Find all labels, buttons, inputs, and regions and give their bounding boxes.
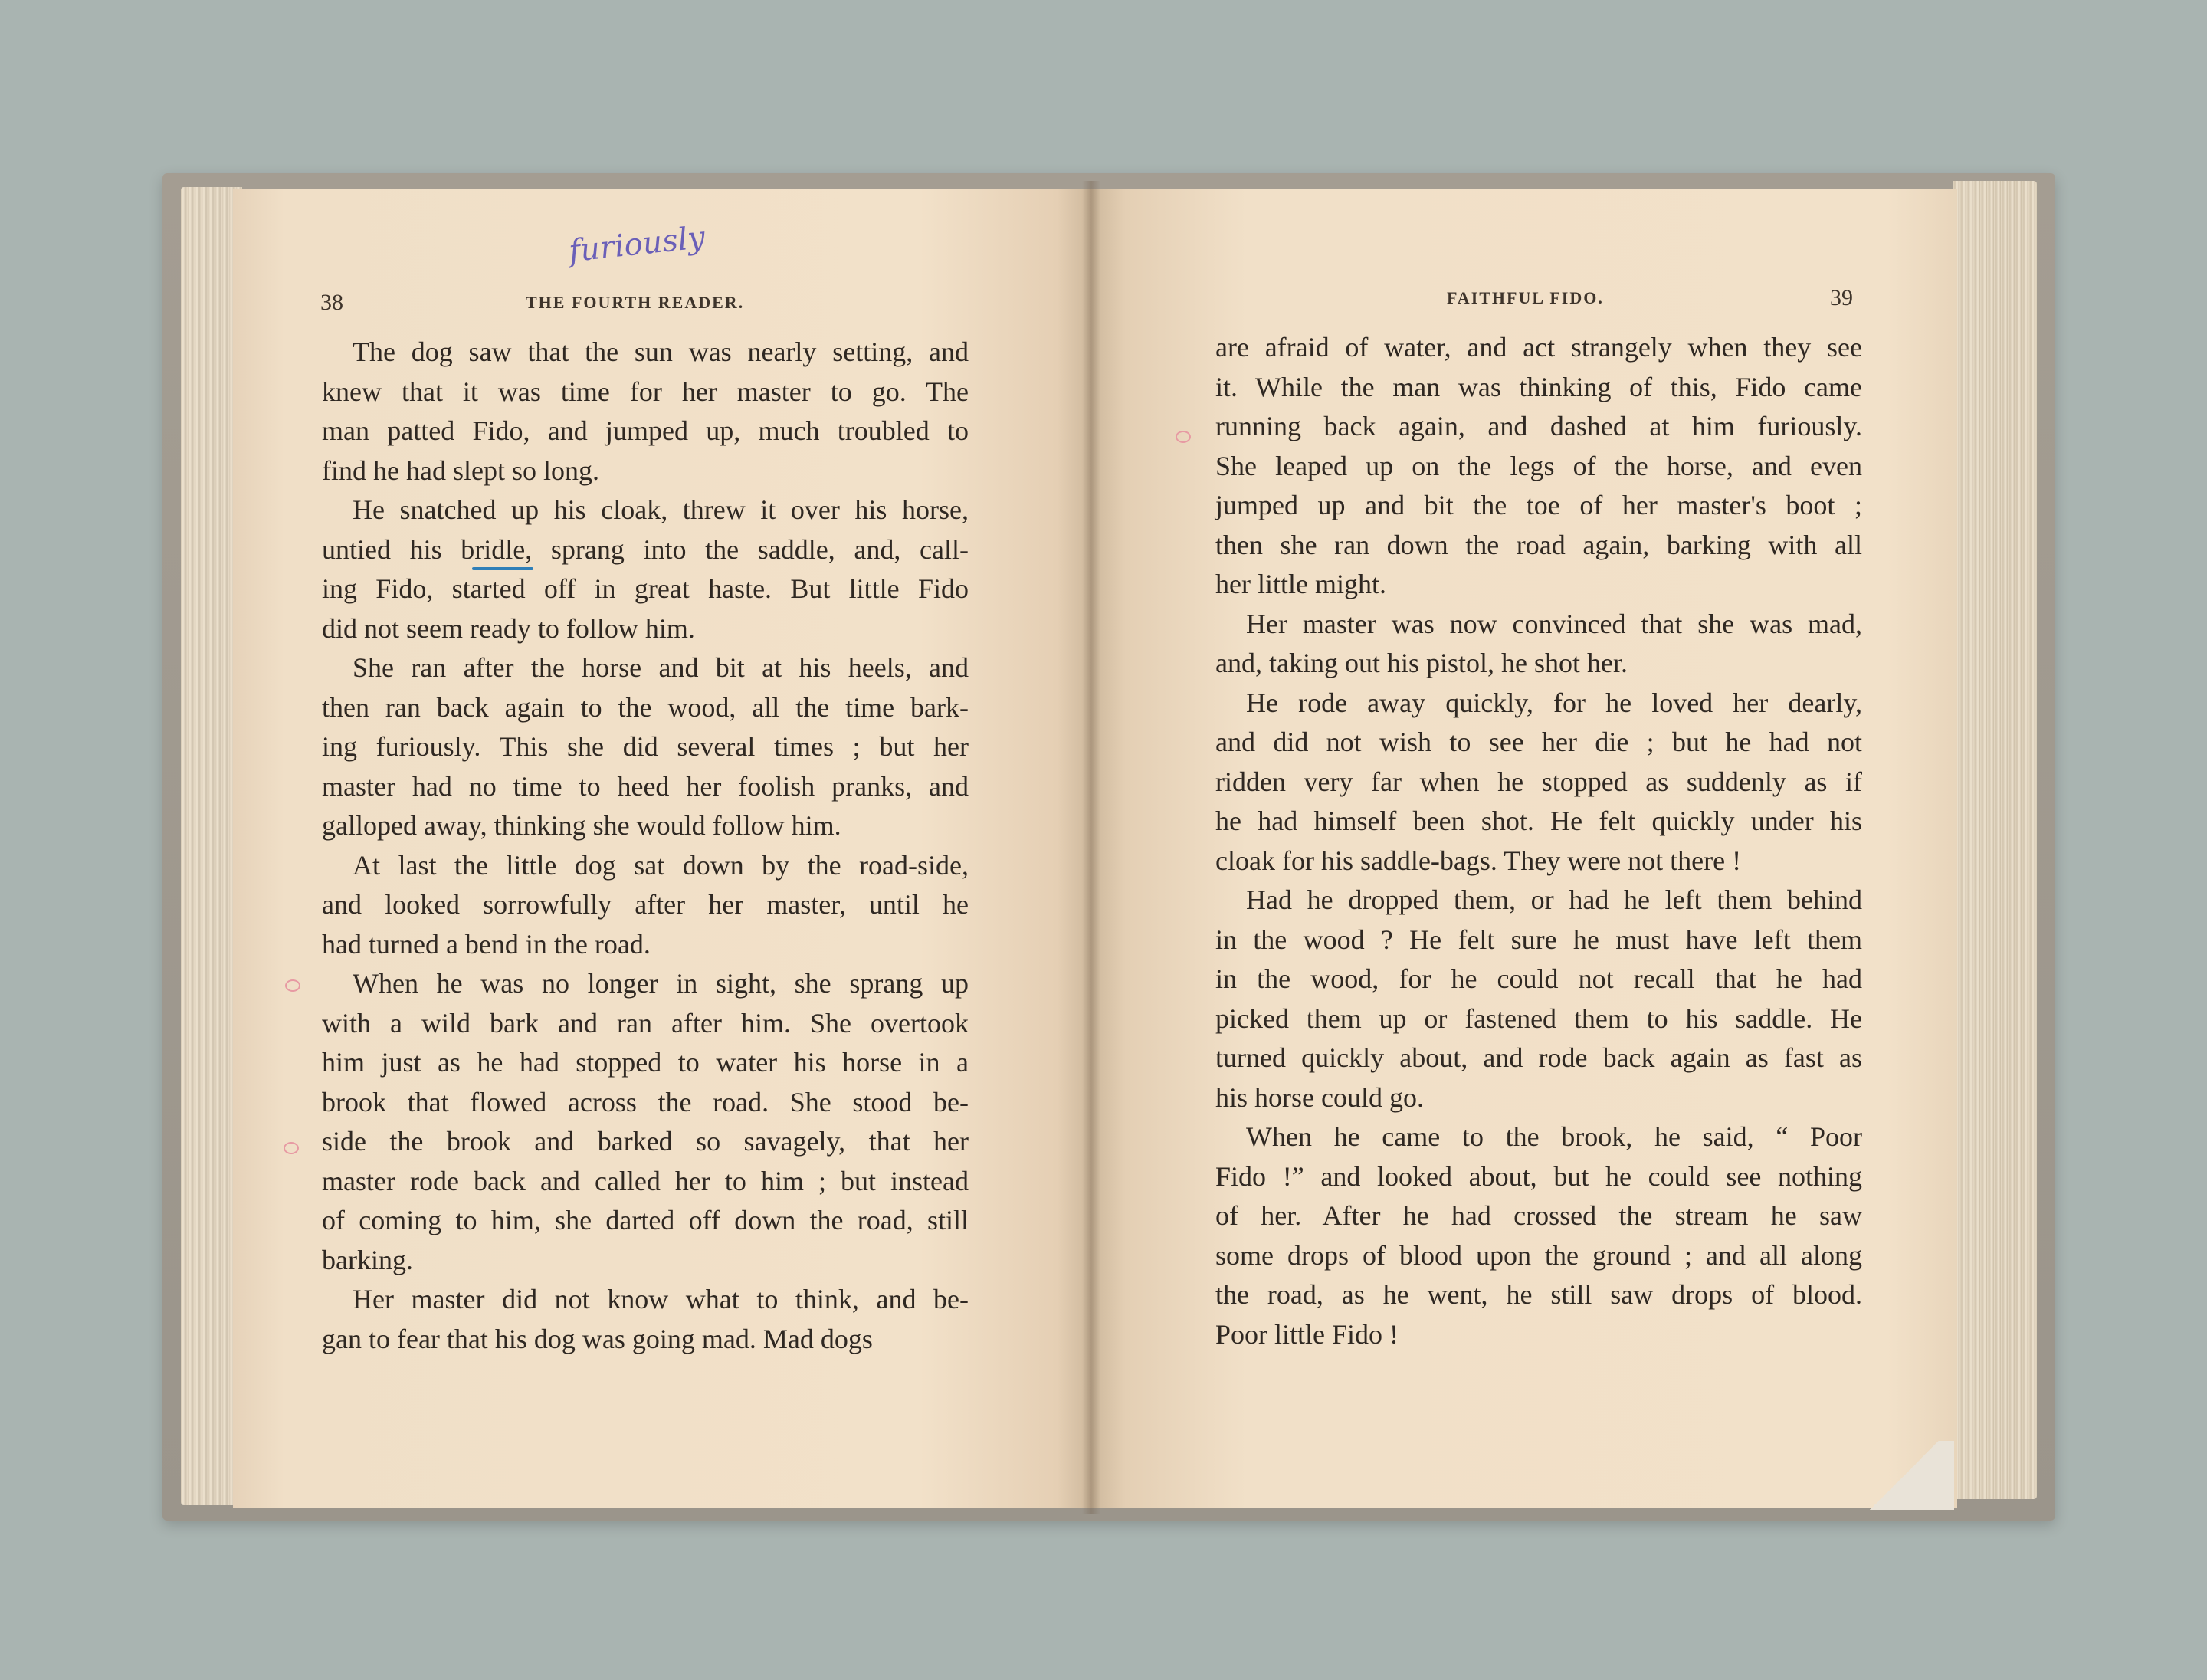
paragraph xyxy=(322,333,969,491)
paragraph xyxy=(1215,881,1862,1117)
paragraph xyxy=(322,1280,969,1359)
text-line: When he came to the brook, he said, “ Poor xyxy=(1246,1121,1862,1152)
text-line: did not seem ready to follow him. xyxy=(322,612,695,644)
right-page-text xyxy=(1215,328,1862,1354)
red-margin-mark xyxy=(284,1142,299,1154)
text-line: side the brook and barked so savagely, that her xyxy=(322,1126,969,1157)
text-line: knew that it was time for her master to go. The xyxy=(322,376,969,407)
paragraph xyxy=(1215,605,1862,684)
text-line: ing Fido, started off in great haste. But little Fido xyxy=(322,573,969,604)
text-line: turned quickly about, and rode back again as fast as xyxy=(1215,1042,1862,1073)
folded-corner xyxy=(1854,1441,1954,1510)
text-line: ridden very far when he stopped as suddenly as if xyxy=(1215,766,1862,797)
text-line: She leaped up on the legs of the horse, and even xyxy=(1215,450,1862,481)
text-line: of her. After he had crossed the stream he saw xyxy=(1215,1200,1862,1231)
text-line: jumped up and bit the toe of her master's boot ; xyxy=(1215,490,1862,520)
text-line: the road, as he went, he still saw drops of blood. xyxy=(1215,1279,1862,1310)
text-line: with a wild bark and ran after him. She overtook xyxy=(322,1007,969,1039)
text-line: he had himself been shot. He felt quickly under his xyxy=(1215,806,1862,836)
text-line: man patted Fido, and jumped up, much troubled to xyxy=(322,415,969,446)
text-line: He rode away quickly, for he loved her dearly, xyxy=(1246,687,1862,718)
text-line: then she ran down the road again, barking with all xyxy=(1215,529,1862,560)
text-line: picked them up or fastened them to his saddle. He xyxy=(1215,1002,1862,1034)
left-page xyxy=(233,189,1091,1508)
paragraph xyxy=(1215,684,1862,881)
text-line: in the wood, for he could not recall that he had xyxy=(1215,963,1862,994)
paragraph xyxy=(322,964,969,1280)
text-line: her little might. xyxy=(1215,569,1386,599)
paragraph xyxy=(1215,328,1862,605)
pencil-annotation: furiously xyxy=(567,219,707,270)
text-line: running back again, and dashed at him furiously. xyxy=(1215,411,1862,441)
text-line: Fido !” and looked about, but he could see nothing xyxy=(1215,1160,1862,1192)
paragraph xyxy=(1215,1117,1862,1354)
text-line: it. While the man was thinking of this, Fido came xyxy=(1215,371,1862,402)
paragraph xyxy=(322,491,969,648)
text-line: The dog saw that the sun was nearly setting, and xyxy=(353,336,969,367)
text-line: and, taking out his pistol, he shot her. xyxy=(1215,648,1628,678)
book-gutter xyxy=(1082,181,1100,1514)
red-margin-mark xyxy=(285,979,300,992)
text-line: Her master was now convinced that she was mad, xyxy=(1246,608,1862,639)
text-line: and did not wish to see her die ; but he had not xyxy=(1215,727,1862,757)
text-line: She ran after the horse and bit at his heels, and xyxy=(353,652,969,683)
right-running-head: FAITHFUL FIDO. xyxy=(1447,288,1604,307)
text-line: Poor little Fido ! xyxy=(1215,1318,1399,1350)
text-line: find he had slept so long. xyxy=(322,454,599,486)
paragraph xyxy=(322,648,969,846)
left-page-text xyxy=(322,333,969,1359)
right-page-number: 39 xyxy=(1830,285,1853,310)
text-line: master rode back and called her to him ; but instead xyxy=(322,1165,969,1196)
text-line: of coming to him, she darted off down the road, still xyxy=(322,1205,969,1235)
text-line: Her master did not know what to think, and be- xyxy=(353,1284,969,1314)
text-line: brook that flowed across the road. She stood be- xyxy=(322,1086,969,1117)
text-line: his horse could go. xyxy=(1215,1081,1424,1113)
text-line: Had he dropped them, or had he left them behind xyxy=(1246,884,1862,915)
ink-underline xyxy=(472,567,533,570)
text-line: ing furiously. This she did several times ; but her xyxy=(322,731,969,762)
text-line: in the wood ? He felt sure he must have left them xyxy=(1215,924,1862,955)
red-margin-mark xyxy=(1176,431,1191,443)
text-line: are afraid of water, and act strangely when they see xyxy=(1215,332,1862,363)
text-line: then ran back again to the wood, all the time bark- xyxy=(322,691,969,723)
text-line: cloak for his saddle-bags. They were not there ! xyxy=(1215,845,1742,876)
text-line: untied his bridle, sprang into the saddle, and, call- xyxy=(322,533,969,565)
text-line: had turned a bend in the road. xyxy=(322,928,651,960)
text-line: some drops of blood upon the ground ; and all along xyxy=(1215,1239,1862,1271)
text-line: When he was no longer in sight, she sprang up xyxy=(353,968,969,999)
text-line: galloped away, thinking she would follow him. xyxy=(322,810,841,841)
paragraph xyxy=(322,846,969,965)
page-edges-right xyxy=(1953,181,2037,1499)
text-line: At last the little dog sat down by the road-side, xyxy=(353,849,969,881)
text-line: gan to fear that his dog was going mad. Mad dogs xyxy=(322,1323,873,1354)
left-running-head: THE FOURTH READER. xyxy=(526,293,745,312)
text-line: and looked sorrowfully after her master, until he xyxy=(322,889,969,920)
text-line: him just as he had stopped to water his horse in a xyxy=(322,1047,969,1078)
text-line: barking. xyxy=(322,1244,413,1275)
text-line: He snatched up his cloak, threw it over his horse, xyxy=(353,494,969,525)
text-line: master had no time to heed her foolish pranks, and xyxy=(322,770,969,802)
left-page-number: 38 xyxy=(320,290,343,315)
right-page xyxy=(1091,189,1957,1508)
